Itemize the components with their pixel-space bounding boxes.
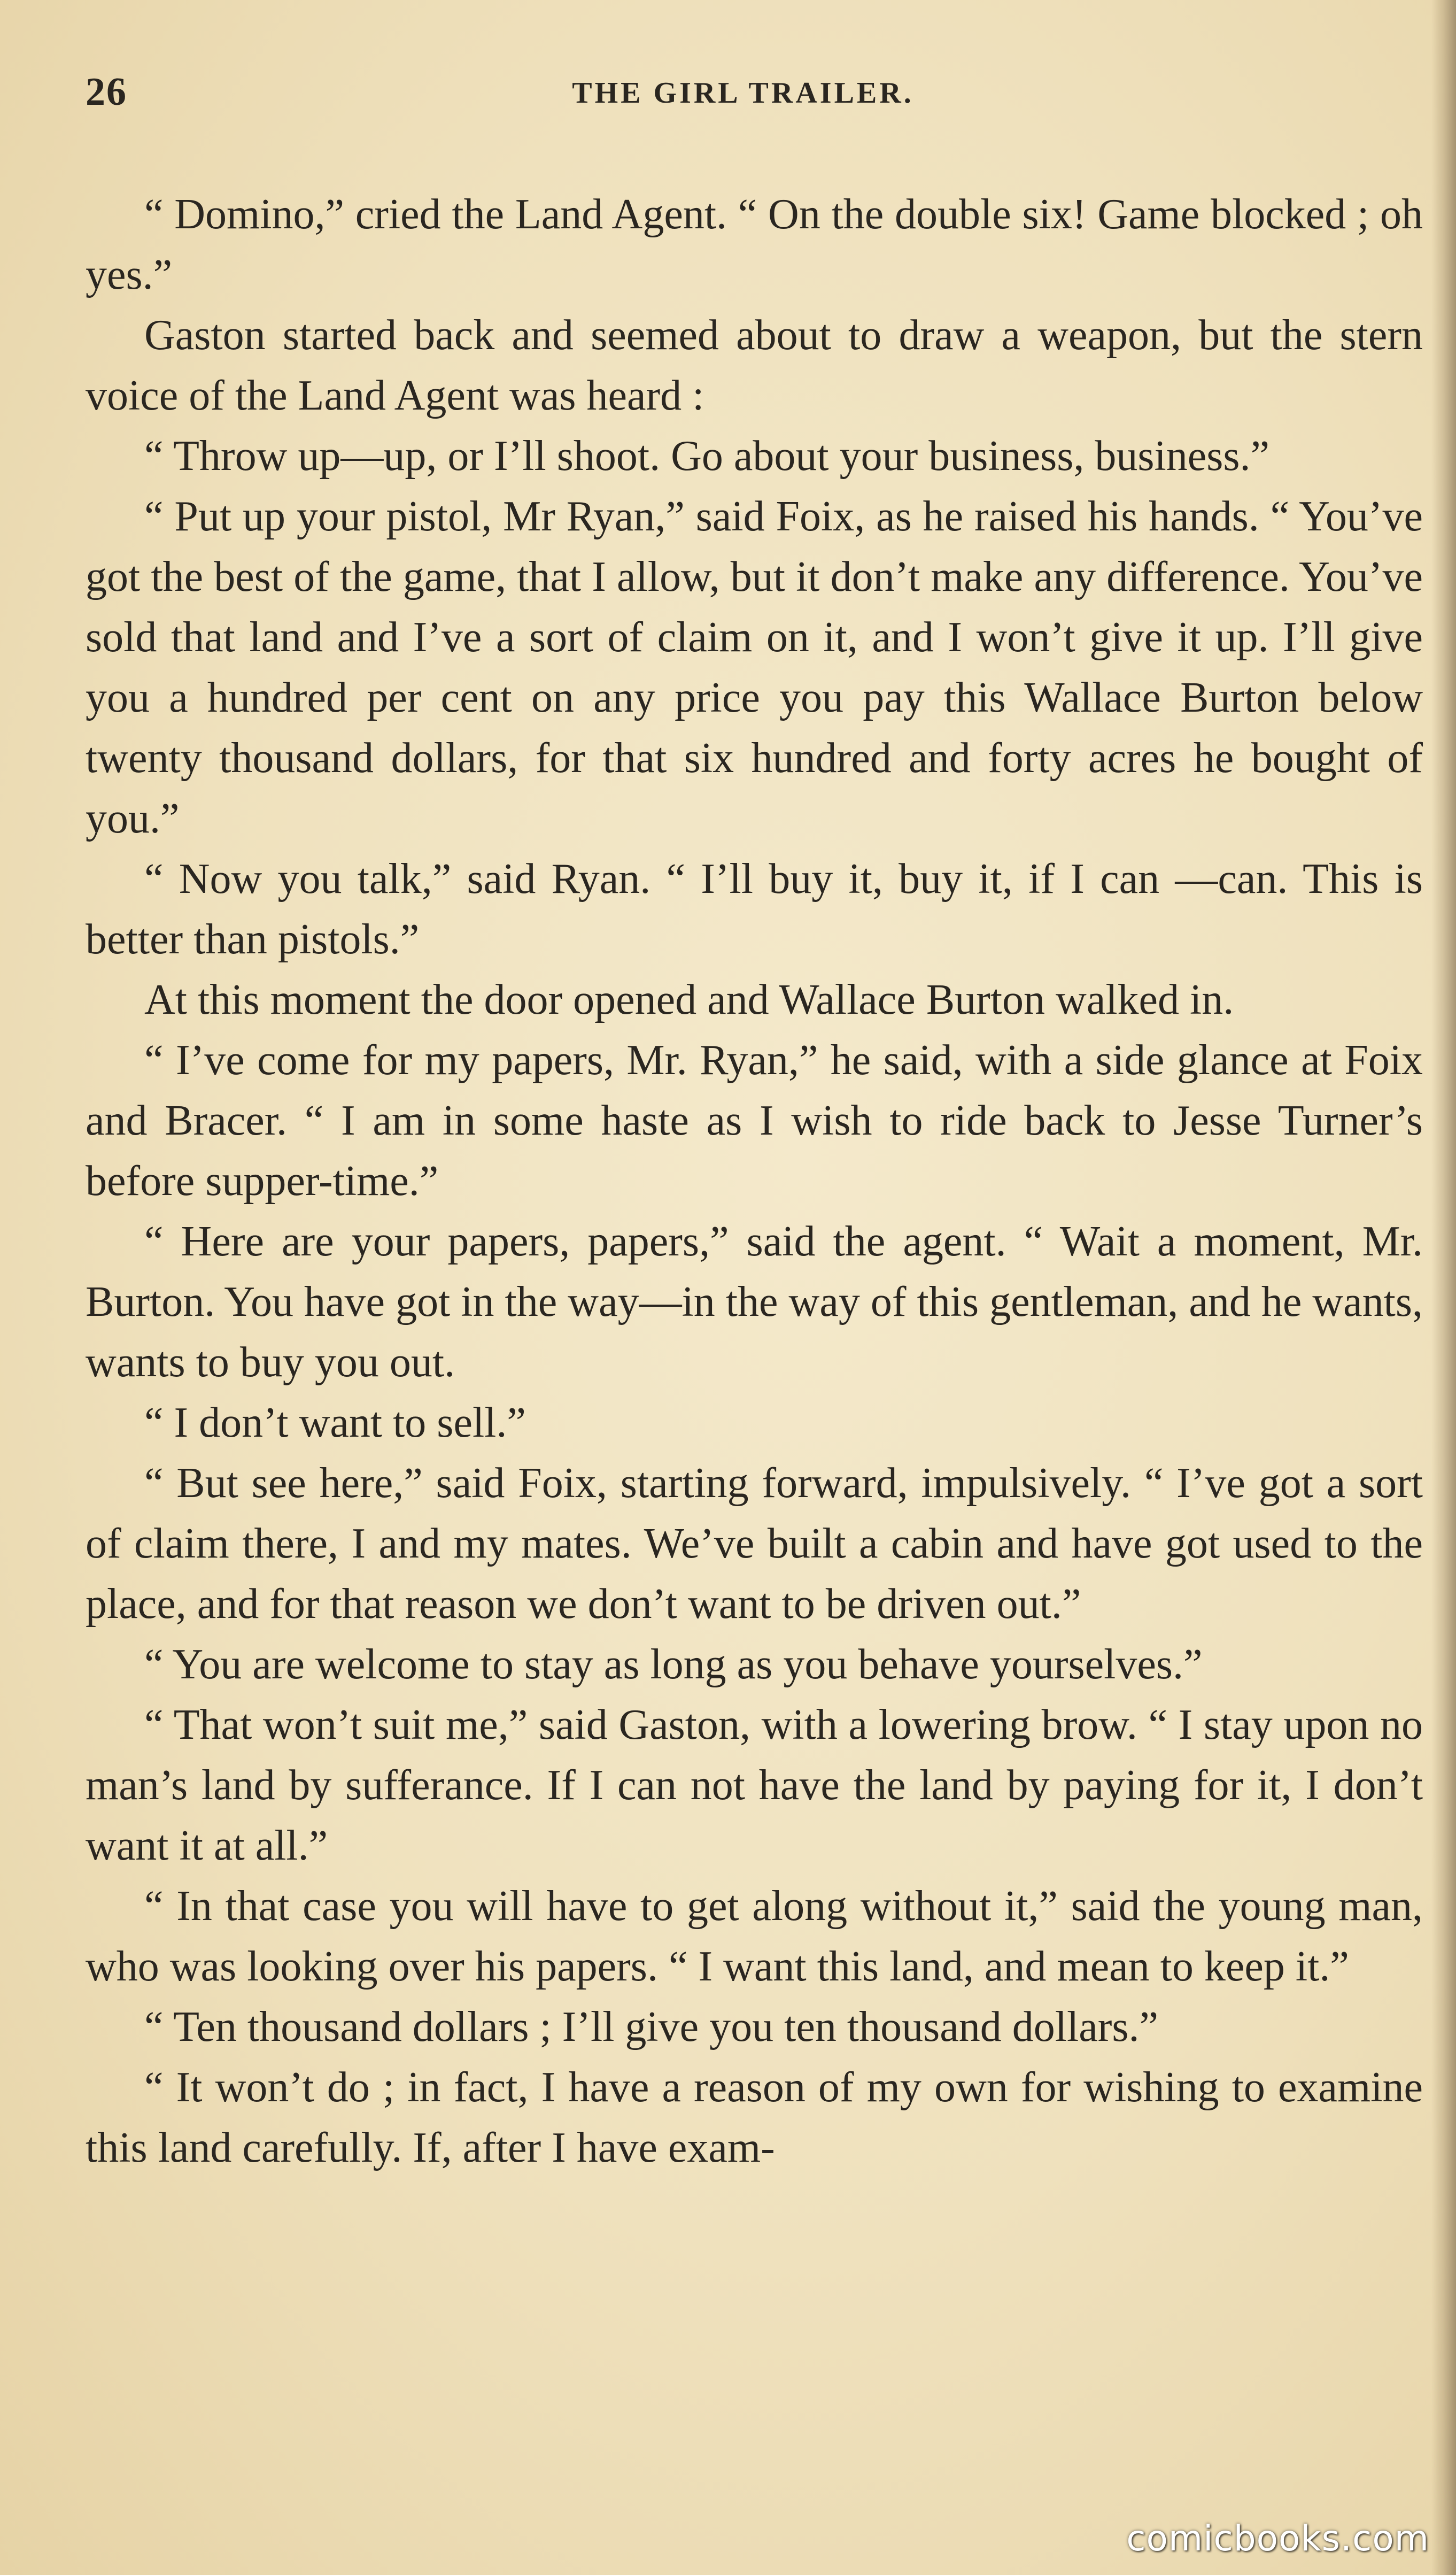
paragraph: “ Here are your papers, papers,” said the agent. “ Wait a moment, Mr. Burton. You have got in the way—in the way of this gentleman, and he wants, wants to buy you out. xyxy=(86,1218,1423,1386)
paragraph: “ You are welcome to stay as long as you behave yourselves.” xyxy=(144,1641,1203,1688)
paragraph: Gaston started back and seemed about to draw a weapon, but the stern voice of the Land Agent was heard : xyxy=(86,312,1423,419)
body-text xyxy=(86,184,1423,2178)
paragraph: “ I don’t want to sell.” xyxy=(144,1399,526,1446)
paragraph: “ But see here,” said Foix, starting forward, impulsively. “ I’ve got a sort of claim there, I and my mates. We’ve built a cabin and have got used to the place, and for that reason we don’t want to be driven out.” xyxy=(86,1460,1423,1628)
paragraph: “ Put up your pistol, Mr Ryan,” said Foix, as he raised his hands. “ You’ve got the best of the game, that I allow, but it don’t make any difference. You’ve sold that land and I’ve a sort of claim on it, and I won’t give it up. I’ll give you a hundred per cent on any price you pay this Wallace Burton below twenty thousand dollars, for that six hundred and forty acres he bought of you.” xyxy=(86,493,1423,842)
page-number: 26 xyxy=(86,70,127,114)
paragraph: “ In that case you will have to get along without it,” said the young man, who was looking over his papers. “ I want this land, and mean to keep it.” xyxy=(86,1883,1423,1990)
page-header xyxy=(86,70,1400,128)
paragraph: “ Domino,” cried the Land Agent. “ On the double six! Game blocked ; oh yes.” xyxy=(86,191,1423,298)
paragraph: “ Now you talk,” said Ryan. “ I’ll buy it, buy it, if I can —can. This is better than pistols.” xyxy=(86,855,1423,963)
paragraph: “ Throw up—up, or I’ll shoot. Go about your business, business.” xyxy=(144,433,1269,480)
page-edge-shadow xyxy=(1431,0,1456,2575)
running-title: THE GIRL TRAILER. xyxy=(572,76,914,110)
paragraph: At this moment the door opened and Wallace Burton walked in. xyxy=(144,976,1234,1023)
paragraph: “ It won’t do ; in fact, I have a reason of my own for wishing to examine this land carefully. If, after I have exam- xyxy=(86,2064,1423,2171)
paragraph: “ Ten thousand dollars ; I’ll give you ten thousand dollars.” xyxy=(144,2003,1158,2050)
paragraph: “ That won’t suit me,” said Gaston, with a lowering brow. “ I stay upon no man’s land by sufferance. If I can not have the land by paying for it, I don’t want it at all.” xyxy=(86,1701,1423,1869)
paragraph: “ I’ve come for my papers, Mr. Ryan,” he said, with a side glance at Foix and Bracer. “ I am in some haste as I wish to ride back to Jesse Turner’s before supper-time.” xyxy=(86,1037,1423,1205)
watermark-text: comicbooks.com xyxy=(1126,2518,1429,2559)
